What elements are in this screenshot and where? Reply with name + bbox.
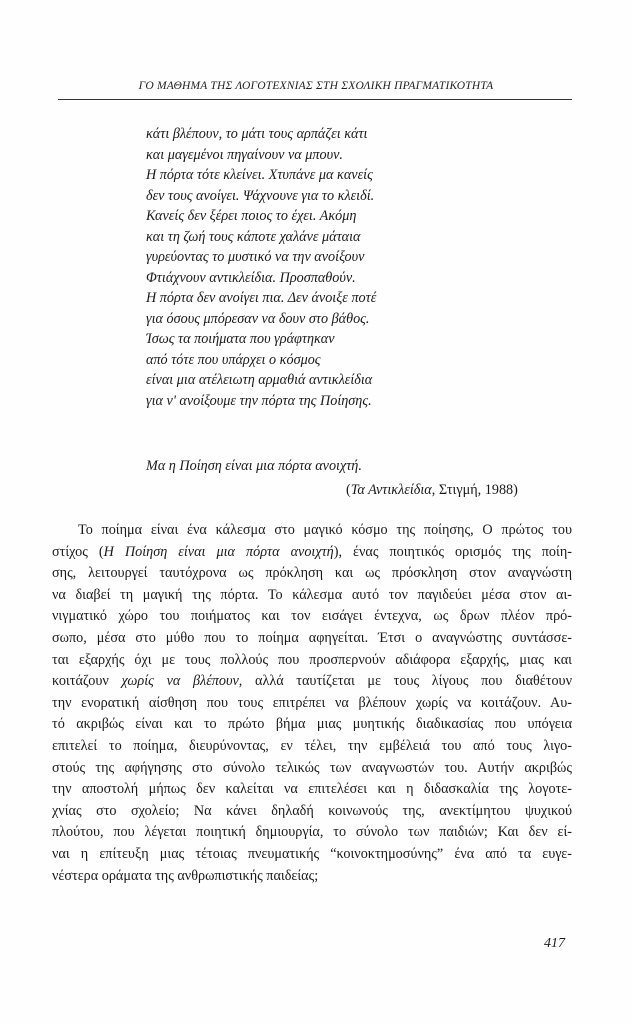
body-line-text-continued: ), ένας ποιητικός ορισμός της ποίη- xyxy=(333,543,572,560)
body-line xyxy=(52,606,572,628)
body-line xyxy=(52,585,572,607)
poem-line: Ίσως τα ποιήματα που γράφτηκαν xyxy=(146,331,335,347)
body-paragraph xyxy=(52,520,572,887)
body-line xyxy=(52,822,572,844)
header-rule xyxy=(58,99,572,100)
body-line-italic: Η Ποίηση είναι μια πόρτα ανοιχτή xyxy=(103,543,334,560)
body-line-text: νέστερα οράματα της ανθρωπιστικής παιδείας; xyxy=(52,867,319,884)
body-line xyxy=(52,671,572,693)
body-line-text: πλούτου, που λέγεται ποιητική δημιουργία, το σύνολο των παιδιών; Και δεν εί- xyxy=(52,824,572,841)
citation-source: , Στιγμή, 1988) xyxy=(431,482,518,498)
poem-line: κάτι βλέπουν, το μάτι τους αρπάζει κάτι xyxy=(146,126,368,142)
body-line-italic: χωρίς να βλέπουν xyxy=(121,673,239,690)
body-line xyxy=(52,714,572,736)
body-line-text: επιτελεί το ποίημα, διευρύνοντας, εν τέλει, την εμβέλειά του από τους λιγο- xyxy=(52,737,572,754)
running-head: ΓΟ ΜΑΘΗΜΑ ΤΗΣ ΛΟΓΟΤΕΧΝΙΑΣ ΣΤΗ ΣΧΟΛΙΚΗ ΠΡΑΓΜΑΤΙΚΟΤΗΤΑ xyxy=(138,80,494,92)
poem-line: δεν τους ανοίγει. Ψάχνουνε για το κλειδί. xyxy=(146,187,375,204)
poem-line: Φτιάχνουν αντικλείδια. Προσπαθούν. xyxy=(146,269,356,286)
body-line xyxy=(52,779,572,801)
body-line-text: σωπο, μέσα στο μύθο που το ποίημα αφηγείται. Έτσι ο αναγνώστης συντάσσε- xyxy=(52,629,572,646)
body-line-text: την αποστολή μήπως δεν καλείται να επιτελέσει και η διδασκαλία της λογοτε- xyxy=(52,781,572,798)
poem-line: είναι μια ατέλειωτη αρμαθιά αντικλείδια xyxy=(146,372,373,388)
poem-line: και μαγεμένοι πηγαίνουν να μπουν. xyxy=(146,146,343,163)
body-line-text-continued: , αλλά ταυτίζεται με τους λίγους που διαθέτουν xyxy=(238,673,572,690)
poem-line: Κανείς δεν ξέρει ποιος το έχει. Ακόμη xyxy=(146,208,357,224)
body-line xyxy=(52,563,572,585)
body-line-text: τό ακριβώς είναι και το πρώτο βήμα μιας μυητικής διαδικασίας που υπόγεια xyxy=(52,716,572,733)
poem-excerpt xyxy=(146,124,566,411)
body-line-text: Το ποίημα είναι ένα κάλεσμα στο μαγικό κόσμο της ποίησης, Ο πρώτος του xyxy=(78,522,572,538)
body-line xyxy=(52,693,572,715)
body-line-text: να διαβεί τη μαγική της πόρτα. Το κάλεσμα αυτό τον παγιδεύει μέσα στον αι- xyxy=(52,586,572,603)
citation-open: ( xyxy=(346,482,351,498)
poem-line: για ν' ανοίξουμε την πόρτα της Ποίησης. xyxy=(146,392,372,409)
body-line xyxy=(52,801,572,823)
body-line-text: ται εξαρχής όχι με τους πολλούς που προσπερνούν αδιάφορα εξαρχής, μιας και xyxy=(52,651,572,668)
body-line-text: την ενορατική αίσθηση που τους επιτρέπει να βλέπουν χωρίς να κοιτάζουν. Αυ- xyxy=(52,694,572,711)
body-line-text: κοιτάζουν xyxy=(52,673,122,690)
body-line xyxy=(52,736,572,758)
poem-line: και τη ζωή τους κάποτε χαλάνε μάταια xyxy=(146,228,361,245)
poem-line: για όσους μπόρεσαν να δουν στο βάθος. xyxy=(146,310,370,327)
body-line-text: νιγματικό χώρο του ποιήματος και τον εισάγει έντεχνα, ως δρων πλέον πρό- xyxy=(52,608,572,625)
poem-line: από τότε που υπάρχει ο κόσμος xyxy=(146,351,321,368)
poem-line: γυρεύοντας το μυστικό να την ανοίξουν xyxy=(146,249,365,265)
body-line xyxy=(52,866,572,888)
page-number: 417 xyxy=(544,936,565,951)
body-line xyxy=(52,844,572,866)
body-line xyxy=(52,628,572,650)
poem-line: Η πόρτα τότε κλείνει. Χτυπάνε μα κανείς xyxy=(146,167,373,183)
body-line-text: στίχος ( xyxy=(52,543,104,560)
body-line-text: σης, λειτουργεί ταυτόχρονα ως πρόκληση και ως πρόσκληση στον αναγνώστη xyxy=(52,565,572,582)
poem-line: Η πόρτα δεν ανοίγει πια. Δεν άνοιξε ποτέ xyxy=(146,290,377,306)
body-line-text: ναι η επίτευξη μιας τέτοιας πνευματικής “κοινοκτημοσύνης” ένα από τα ευγε- xyxy=(52,845,572,862)
body-line xyxy=(52,542,572,564)
citation-title: Τα Αντικλείδια xyxy=(350,482,432,498)
body-line xyxy=(52,650,572,672)
body-line-text: χνίας στο σχολείο; Να κάνει δηλαδή κοινωνούς της, ανεκτίμητου ψυχικού xyxy=(52,802,572,819)
body-line xyxy=(52,758,572,780)
body-line-text: στούς της αφήγησης στο σύνολο τελικώς των αναγνωστών του. Αυτήν ακριβώς xyxy=(52,759,572,776)
poem-citation xyxy=(346,482,518,499)
poem-closing-line: Μα η Ποίηση είναι μια πόρτα ανοιχτή. xyxy=(146,458,362,474)
body-line xyxy=(52,520,572,542)
